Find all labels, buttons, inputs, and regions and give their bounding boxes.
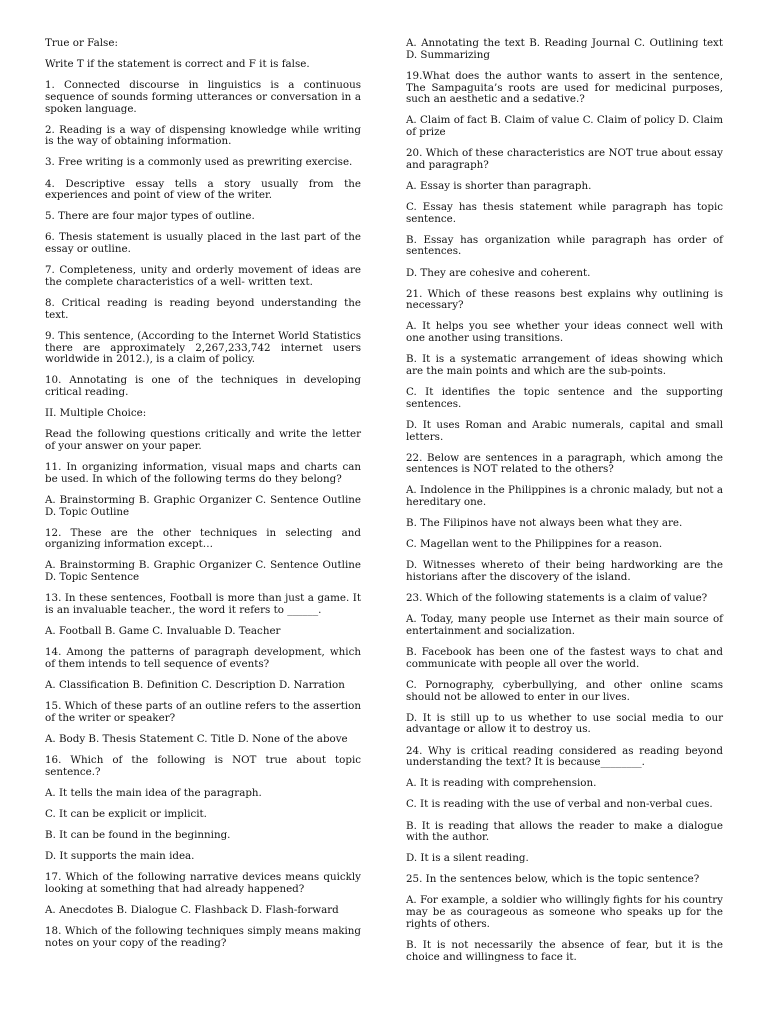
paragraph: A. It helps you see whether your ideas connect well with one another using transitions.: [406, 320, 723, 345]
paragraph: 1. Connected discourse in linguistics is a continuous sequence of sounds forming utterances or conversation in a spoken language.: [45, 79, 361, 115]
paragraph: True or False:: [45, 37, 118, 49]
paragraph: A. It tells the main idea of the paragraph.: [45, 786, 262, 799]
paragraph: B. It is not necessarily the absence of fear, but it is the choice and willingness to face it.: [406, 938, 723, 963]
paragraph: 18. Which of the following techniques simply means making notes on your copy of the reading?: [45, 924, 361, 949]
paragraph: A. Body B. Thesis Statement C. Title D. None of the above: [45, 732, 348, 745]
paragraph: 17. Which of the following narrative devices means quickly looking at something that had already happened?: [45, 871, 361, 895]
paragraph: 4. Descriptive essay tells a story usually from the experiences and point of view of the writer.: [45, 177, 361, 202]
paragraph: 15. Which of these parts of an outline refers to the assertion of the writer or speaker?: [45, 700, 361, 724]
paragraph: 21. Which of these reasons best explains why outlining is necessary?: [406, 287, 723, 312]
paragraph: 8. Critical reading is reading beyond understanding the text.: [45, 297, 361, 321]
paragraph: 5. There are four major types of outline.: [45, 210, 255, 223]
paragraph: 6. Thesis statement is usually placed in the last part of the essay or outline.: [45, 231, 361, 256]
paragraph: D. It is still up to us whether to use social media to our advantage or allow it to destroy us.: [406, 711, 723, 736]
paragraph: C. Essay has thesis statement while paragraph has topic sentence.: [406, 200, 723, 225]
paragraph: 13. In these sentences, Football is more than just a game. It is an invaluable teacher., the word it refers to ______.: [45, 592, 361, 616]
paragraph: 16. Which of the following is NOT true about topic sentence.?: [45, 753, 361, 778]
paragraph: A. Today, many people use Internet as their main source of entertainment and socialization.: [406, 613, 723, 638]
paragraph: 24. Why is critical reading considered as reading beyond understanding the text? It is because________.: [406, 744, 723, 769]
paragraph: Read the following questions critically and write the letter of your answer on your paper.: [45, 428, 361, 452]
paragraph: 10. Annotating is one of the techniques in developing critical reading.: [45, 374, 361, 399]
paragraph: D. It supports the main idea.: [45, 849, 195, 862]
paragraph: C. Magellan went to the Philippines for a reason.: [406, 538, 663, 551]
paragraph: C. It identifies the topic sentence and the supporting sentences.: [406, 386, 723, 410]
left-column: [45, 38, 361, 959]
paragraph: A. Annotating the text B. Reading Journal C. Outlining text D. Summarizing: [406, 37, 723, 61]
paragraph: A. Classification B. Definition C. Description D. Narration: [45, 678, 345, 691]
paragraph: B. Essay has organization while paragraph has order of sentences.: [406, 233, 723, 258]
paragraph: D. It uses Roman and Arabic numerals, capital and small letters.: [406, 418, 723, 443]
paragraph: 7. Completeness, unity and orderly movement of ideas are the complete characteristics of a well- written text.: [45, 264, 361, 288]
paragraph: D. Witnesses whereto of their being hardworking are the historians after the discovery of the island.: [406, 559, 723, 584]
paragraph: 20. Which of these characteristics are NOT true about essay and paragraph?: [406, 147, 723, 171]
paragraph: A. Anecdotes B. Dialogue C. Flashback D. Flash-forward: [45, 903, 339, 916]
paragraph: D. They are cohesive and coherent.: [406, 266, 591, 279]
paragraph: A. Football B. Game C. Invaluable D. Teacher: [45, 625, 281, 638]
paragraph: A. Brainstorming B. Graphic Organizer C. Sentence Outline D. Topic Outline: [45, 493, 361, 518]
paragraph: A. It is reading with comprehension.: [406, 777, 597, 790]
paragraph: A. Brainstorming B. Graphic Organizer C. Sentence Outline D. Topic Sentence: [45, 559, 361, 584]
paragraph: A. Essay is shorter than paragraph.: [406, 179, 592, 192]
paragraph: 2. Reading is a way of dispensing knowledge while writing is the way of obtaining information.: [45, 123, 361, 148]
right-column: [406, 38, 723, 973]
paragraph: A. For example, a soldier who willingly fights for his country may be as courageous as someone who speaks up for the rights of others.: [406, 894, 723, 930]
paragraph: B. It is a systematic arrangement of ideas showing which are the main points and which are the sub-points.: [406, 353, 723, 377]
paragraph: II. Multiple Choice:: [45, 407, 147, 420]
paragraph: B. It can be found in the beginning.: [45, 828, 231, 841]
paragraph: 25. In the sentences below, which is the topic sentence?: [406, 873, 700, 886]
paragraph: A. Claim of fact B. Claim of value C. Claim of policy D. Claim of prize: [406, 114, 723, 138]
paragraph: B. The Filipinos have not always been what they are.: [406, 517, 683, 530]
paragraph: C. Pornography, cyberbullying, and other online scams should not be allowed to enter in our lives.: [406, 678, 723, 703]
paragraph: 11. In organizing information, visual maps and charts can be used. In which of the following terms do they belong?: [45, 461, 361, 485]
paragraph: B. It is reading that allows the reader to make a dialogue with the author.: [406, 819, 723, 844]
paragraph: B. Facebook has been one of the fastest ways to chat and communicate with people all over the world.: [406, 646, 723, 670]
paragraph: C. It can be explicit or implicit.: [45, 807, 207, 820]
paragraph: 3. Free writing is a commonly used as prewriting exercise.: [45, 156, 353, 169]
paragraph: Write T if the statement is correct and F it is false.: [45, 58, 310, 71]
paragraph: 12. These are the other techniques in selecting and organizing information except…: [45, 526, 361, 551]
paragraph: A. Indolence in the Philippines is a chronic malady, but not a hereditary one.: [406, 484, 723, 509]
paragraph: D. It is a silent reading.: [406, 852, 529, 865]
paragraph: 23. Which of the following statements is a claim of value?: [406, 592, 708, 605]
paragraph: 14. Among the patterns of paragraph development, which of them intends to tell sequence of events?: [45, 646, 361, 670]
paragraph: 22. Below are sentences in a paragraph, which among the sentences is NOT related to the others?: [406, 451, 723, 476]
paragraph: 9. This sentence, (According to the Internet World Statistics there are approximately 2,267,233,742 internet users worldwide in 2012.), is a claim of policy.: [45, 329, 361, 366]
paragraph: C. It is reading with the use of verbal and non-verbal cues.: [406, 798, 713, 811]
paragraph: 19.What does the author wants to assert in the sentence, The Sampaguita’s roots are used for medicinal purposes, such an aesthetic and a sedative.?: [406, 69, 723, 106]
